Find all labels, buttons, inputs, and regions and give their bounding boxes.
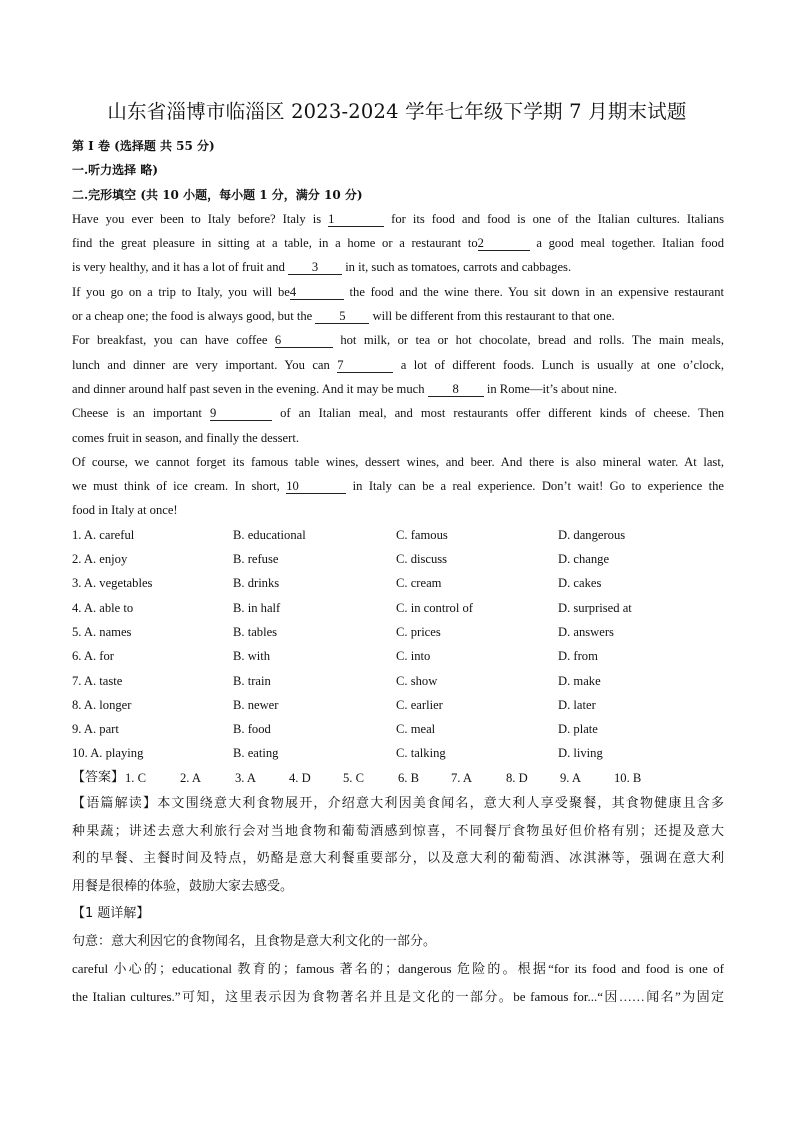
- blank-2: 2: [478, 236, 530, 251]
- blank-5: 5: [315, 309, 369, 324]
- option-row: [72, 547, 724, 571]
- option-c: C. famous: [396, 527, 448, 542]
- answer-item: 4. D: [289, 770, 311, 785]
- answer-item: 7. A: [451, 770, 472, 785]
- option-c: C. cream: [396, 576, 442, 591]
- option-row: [72, 644, 724, 668]
- passage-line: and dinner around half past seven in the evening. And it may be much 8 in Rome—it’s about nine.: [72, 381, 617, 396]
- option-d: D. make: [558, 673, 601, 688]
- option-b: B. drinks: [233, 576, 280, 591]
- blank-3: 3: [288, 260, 342, 275]
- blank-10: 10: [286, 479, 346, 494]
- blank-4: 4: [290, 285, 344, 300]
- option-b: B. tables: [233, 624, 278, 639]
- answer-item: 9. A: [560, 770, 581, 785]
- option-c: C. discuss: [396, 552, 448, 567]
- answer-item: 5. C: [343, 770, 364, 785]
- passage-line: For breakfast, you can have coffee 6 hot milk, or tea or hot chocolate, bread and rolls. The main meals,: [72, 333, 724, 348]
- option-c: C. meal: [396, 722, 436, 737]
- option-b: B. newer: [233, 697, 279, 712]
- option-a: 1. A. careful: [72, 527, 135, 542]
- detail-heading: 【1 题详解】: [72, 906, 150, 922]
- option-d: D. change: [558, 552, 610, 567]
- blank-9: 9: [210, 406, 272, 421]
- option-b: B. food: [233, 722, 271, 737]
- blank-7: 7: [337, 358, 393, 373]
- option-row: [72, 669, 724, 693]
- option-a: 8. A. longer: [72, 697, 132, 712]
- option-b: B. educational: [233, 527, 306, 542]
- analysis-line: 种果蔬；讲述去意大利旅行会对当地食物和葡萄酒感到惊喜，不同餐厅食物虽好但价格有别；还提及意大: [72, 823, 724, 839]
- detail-line: careful 小心的；educational 教育的；famous 著名的；dangerous 危险的。根据“for its food and food is one of: [72, 961, 724, 977]
- answer-label: 【答案】: [72, 769, 125, 785]
- option-row: [72, 571, 724, 595]
- option-b: B. in half: [233, 600, 281, 615]
- question-detail: [72, 928, 724, 1011]
- option-b: B. eating: [233, 746, 279, 761]
- option-row: [72, 620, 724, 644]
- passage-line: Have you ever been to Italy before? Italy is 1 for its food and food is one of the Italian cultures. Italians: [72, 211, 724, 226]
- option-row: [72, 596, 724, 620]
- option-b: B. train: [233, 673, 271, 688]
- page-title: 山东省淄博市临淄区 2023-2024 学年七年级下学期 7 月期末试题: [107, 100, 687, 123]
- answer-item: 3. A: [235, 770, 256, 785]
- analysis-line: 利的早餐、主餐时间及特点，奶酪是意大利餐重要部分，以及意大利的葡萄酒、冰淇淋等，强调在意大利: [72, 851, 724, 867]
- option-row: [72, 741, 724, 765]
- option-a: 6. A. for: [72, 649, 114, 664]
- cloze-passage: [72, 207, 724, 523]
- option-d: D. later: [558, 697, 596, 712]
- option-d: D. cakes: [558, 576, 602, 591]
- answer-item: 10. B: [614, 770, 642, 785]
- part-heading-listening: 一.听力选择 略): [72, 163, 159, 178]
- answer-item: 6. B: [398, 770, 419, 785]
- options-list: [72, 523, 724, 766]
- option-d: D. plate: [558, 722, 598, 737]
- passage-line: food in Italy at once!: [72, 503, 178, 518]
- detail-line: 句意：意大利因它的食物闻名，且食物是意大利文化的一部分。: [72, 933, 437, 949]
- option-row: [72, 523, 724, 547]
- answer-item: 2. A: [180, 770, 201, 785]
- option-d: D. surprised at: [558, 600, 632, 615]
- answer-key: [72, 766, 724, 790]
- option-c: C. show: [396, 673, 438, 688]
- answer-item: 8. D: [506, 770, 528, 785]
- option-a: 2. A. enjoy: [72, 552, 128, 567]
- option-d: D. dangerous: [558, 527, 626, 542]
- option-d: D. from: [558, 649, 598, 664]
- answer-item: 1. C: [125, 770, 146, 785]
- passage-line: or a cheap one; the food is always good, but the 5 will be different from this restaurant to that one.: [72, 309, 615, 324]
- option-c: C. prices: [396, 624, 441, 639]
- option-b: B. with: [233, 649, 271, 664]
- passage-line: Of course, we cannot forget its famous table wines, dessert wines, and beer. And there is also mineral water. At last,: [72, 454, 724, 469]
- option-a: 7. A. taste: [72, 673, 123, 688]
- option-c: C. into: [396, 649, 431, 664]
- text-analysis: [72, 790, 724, 900]
- blank-8: 8: [428, 382, 484, 397]
- detail-line: the Italian cultures.”可知，这里表示因为食物著名并且是文化的一部分。be famous for...“因……闻名”为固定: [72, 988, 724, 1004]
- option-row: [72, 693, 724, 717]
- analysis-line: 用餐是很棒的体验，鼓励大家去感受。: [72, 878, 294, 894]
- section-heading: 第 I 卷 (选择题 共 55 分): [72, 139, 215, 153]
- passage-line: lunch and dinner are very important. You can 7 a lot of different foods. Lunch is usually at one o’clock,: [72, 357, 724, 372]
- blank-6: 6: [275, 333, 333, 348]
- passage-line: find the great pleasure in sitting at a table, in a home or a restaurant to2 a good meal together. Italian food: [72, 236, 724, 251]
- option-c: C. in control of: [396, 600, 473, 615]
- passage-line: comes fruit in season, and finally the dessert.: [72, 430, 299, 445]
- option-d: D. living: [558, 746, 603, 761]
- passage-line: Cheese is an important 9 of an Italian meal, and most restaurants offer different kinds of cheese. Then: [72, 406, 724, 421]
- blank-1: 1: [328, 212, 384, 227]
- option-a: 10. A. playing: [72, 746, 144, 761]
- passage-line: we must think of ice cream. In short, 10 in Italy can be a real experience. Don’t wait! Go to experience the: [72, 479, 724, 494]
- passage-line: is very healthy, and it has a lot of fruit and 3 in it, such as tomatoes, carrots and cabbages.: [72, 260, 572, 275]
- option-d: D. answers: [558, 624, 614, 639]
- option-a: 9. A. part: [72, 722, 119, 737]
- option-a: 3. A. vegetables: [72, 576, 153, 591]
- option-b: B. refuse: [233, 552, 279, 567]
- exam-content: [72, 134, 724, 1010]
- part-heading-cloze: 二.完形填空 (共 10 小题，每小题 1 分，满分 10 分): [72, 187, 363, 202]
- option-a: 4. A. able to: [72, 600, 134, 615]
- option-c: C. talking: [396, 746, 446, 761]
- option-c: C. earlier: [396, 697, 443, 712]
- option-row: [72, 717, 724, 741]
- passage-line: If you go on a trip to Italy, you will be4 the food and the wine there. You sit down in an expensive restaurant: [72, 284, 724, 299]
- analysis-line: 【语篇解读】本文围绕意大利食物展开，介绍意大利因美食闻名，意大利人享受聚餐，其食物健康且含多: [72, 796, 724, 812]
- option-a: 5. A. names: [72, 624, 132, 639]
